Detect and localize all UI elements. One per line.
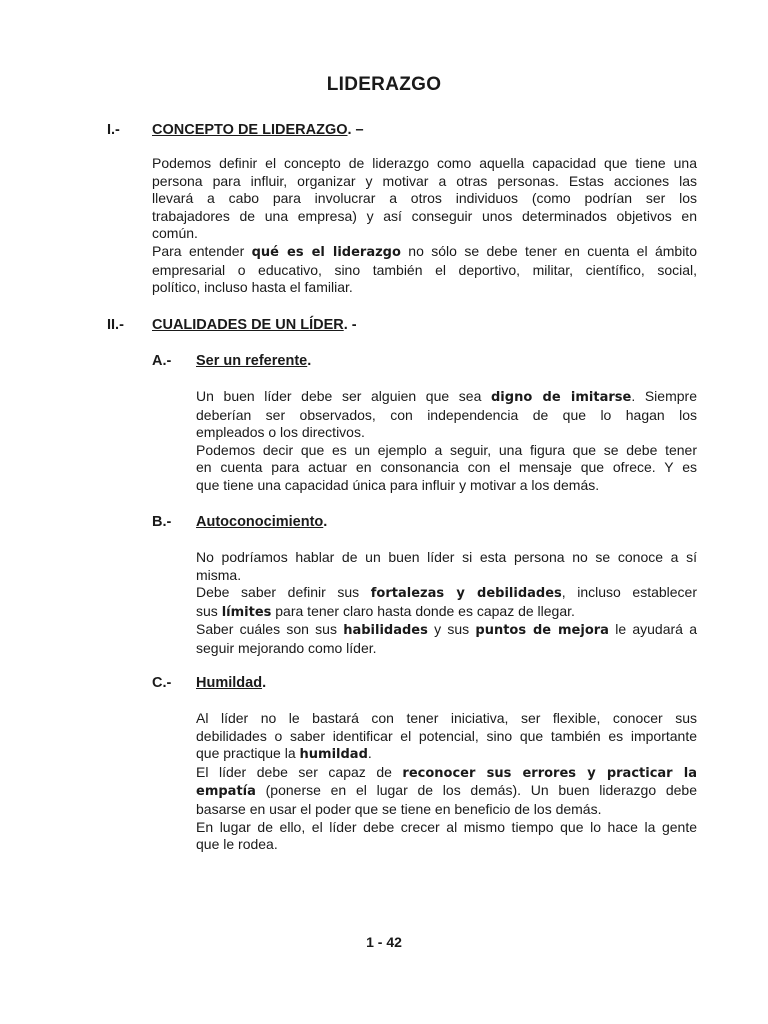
paragraph-line [196, 621, 697, 640]
subsection-b-paragraph [196, 549, 697, 658]
text-run: El líder debe ser capaz de [196, 763, 403, 780]
paragraph-line [196, 782, 697, 801]
bold-text: fortalezas y debilidades [370, 586, 562, 602]
text-run: le ayudará a [608, 621, 697, 638]
section-1-heading [152, 122, 364, 138]
subsection-c-number: C.- [152, 675, 172, 691]
paragraph-line: No podríamos hablar de un buen líder si esta persona no se conoce a sí [196, 549, 697, 565]
subsection-a-heading-text: Ser un referente [196, 353, 308, 369]
section-1-heading-suffix: . – [347, 122, 364, 138]
subsection-c-heading [196, 675, 266, 691]
paragraph-line: misma. [196, 566, 242, 583]
subsection-c-heading-text: Humildad [196, 675, 263, 691]
text-run: no sólo se debe tener en cuenta el ámbito [400, 242, 697, 259]
paragraph-line: debilidades o saber identificar el potencial, sino que también es importante [196, 727, 697, 744]
text-run: . [367, 745, 372, 762]
text-run: Saber cuáles son sus [196, 621, 344, 638]
paragraph-line: empresarial o educativo, sino también el deportivo, militar, científico, social, [152, 261, 697, 278]
paragraph-line: persona para influir, organizar y motivar a otras personas. Estas acciones las [152, 172, 697, 189]
paragraph-line: Podemos decir que es un ejemplo a seguir, una figura que se debe tener [196, 441, 697, 458]
subsection-c-paragraph [196, 710, 697, 854]
subsection-a-heading [196, 353, 311, 369]
paragraph-line: basarse en usar el poder que se tiene en beneficio de los demás. [196, 800, 602, 817]
paragraph-line [196, 603, 697, 622]
subsection-a-number: A.- [152, 353, 172, 369]
text-run: , incluso establecer [561, 584, 698, 601]
text-run: . Siempre [631, 388, 697, 404]
paragraph-line [196, 764, 697, 783]
subsection-a-paragraph [196, 388, 697, 495]
paragraph-line: Podemos definir el concepto de liderazgo como aquella capacidad que tiene una [152, 155, 697, 171]
bold-text: límites [221, 604, 272, 620]
text-run: que practique la [196, 745, 300, 762]
section-2-number: II.- [107, 317, 124, 333]
paragraph-line: común. [152, 225, 198, 242]
subsection-b-number: B.- [152, 514, 172, 530]
paragraph-line [196, 388, 697, 407]
bold-text: reconocer sus errores y practicar la [402, 765, 697, 781]
heading-suffix: . [307, 353, 312, 369]
paragraph-line: que le rodea. [196, 836, 278, 853]
subsection-b-heading-text: Autoconocimiento [196, 514, 324, 530]
text-run: y sus [427, 621, 476, 638]
paragraph-line: llevará a cabo para involucrar a otros individuos (como podrían ser los [152, 190, 697, 207]
bold-text: puntos de mejora [475, 623, 609, 639]
text-run: Debe saber definir sus [196, 584, 371, 601]
text-run: Para entender [152, 242, 252, 259]
bold-text: empatía [196, 784, 256, 800]
paragraph-line: empleados o los directivos. [196, 424, 365, 441]
paragraph-line [196, 584, 697, 603]
text-run: Un buen líder debe ser alguien que sea [196, 388, 491, 404]
paragraph-line: trabajadores de una empresa) y así conseguir unos determinados objetivos en [152, 207, 697, 224]
section-1-heading-text: CONCEPTO DE LIDERAZGO [152, 122, 348, 138]
document-title: LIDERAZGO [326, 74, 442, 95]
bold-text: qué es el liderazgo [251, 244, 401, 260]
section-2-heading [152, 317, 357, 333]
bold-text: digno de imitarse [491, 390, 632, 405]
paragraph-line: que tiene una capacidad única para influir y motivar a los demás. [196, 476, 600, 493]
paragraph-line: deberían ser observados, con independencia de que lo hagan los [196, 406, 697, 423]
page-number: 1 - 42 [366, 934, 402, 950]
paragraph-line [152, 243, 697, 262]
paragraph-line: En lugar de ello, el líder debe crecer al mismo tiempo que lo hace la gente [196, 818, 697, 835]
heading-suffix: . [262, 675, 267, 691]
heading-suffix: . [323, 514, 328, 530]
subsection-b-heading [196, 514, 327, 530]
paragraph-line [196, 745, 697, 764]
paragraph-line: seguir mejorando como líder. [196, 639, 377, 656]
section-1-number: I.- [107, 122, 120, 138]
section-1-paragraph-1 [152, 155, 697, 297]
text-run: (ponerse en el lugar de los demás). Un buen liderazgo debe [255, 782, 697, 799]
section-2-heading-suffix: . - [343, 317, 357, 333]
paragraph-line: político, incluso hasta el familiar. [152, 279, 353, 296]
paragraph-line: Al líder no le bastará con tener iniciativa, ser flexible, conocer sus [196, 710, 697, 726]
section-2-heading-text: CUALIDADES DE UN LÍDER [152, 317, 344, 333]
bold-text: habilidades [343, 623, 428, 639]
bold-text: humildad [299, 747, 368, 763]
text-run: para tener claro hasta donde es capaz de llegar. [271, 602, 575, 619]
paragraph-line: en cuenta para actuar en consonancia con el mensaje que ofrece. Y es [196, 459, 697, 476]
text-run: sus [196, 602, 222, 619]
